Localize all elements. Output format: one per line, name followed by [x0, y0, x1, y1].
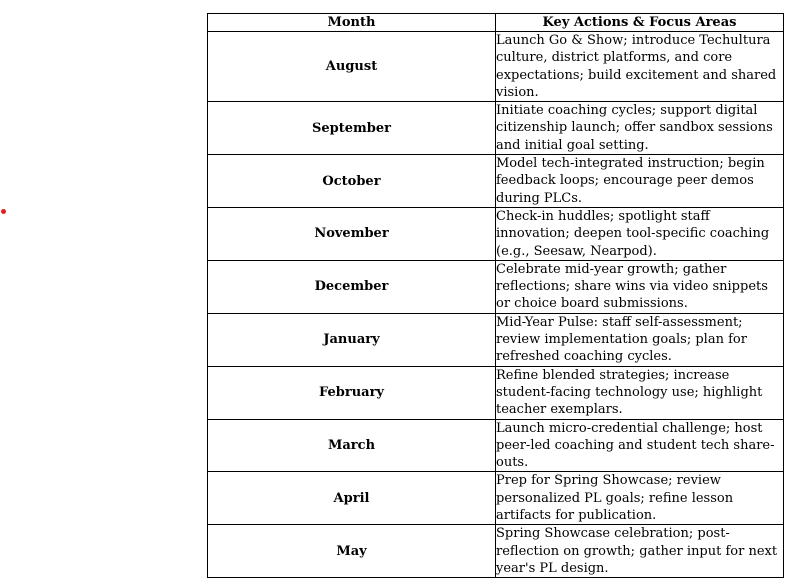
table-row [208, 155, 784, 208]
table-row [208, 472, 784, 525]
actions-cell: Initiate coaching cycles; support digital citizenship launch; offer sandbox sessions and initial goal setting. [496, 102, 784, 155]
month-column-header: Month [208, 14, 496, 32]
month-cell: August [208, 32, 496, 102]
month-cell: April [208, 472, 496, 525]
month-cell: February [208, 366, 496, 419]
table-row [208, 32, 784, 102]
table-row [208, 207, 784, 260]
month-cell: March [208, 419, 496, 472]
table-header-row [208, 14, 784, 32]
actions-cell: Model tech-integrated instruction; begin feedback loops; encourage peer demos during PLCs. [496, 155, 784, 208]
actions-cell: Spring Showcase celebration; post-reflection on growth; gather input for next year's PL design. [496, 525, 784, 578]
monthly-plan-table [207, 13, 784, 578]
month-cell: December [208, 260, 496, 313]
actions-cell: Launch Go & Show; introduce Techultura culture, district platforms, and core expectations; build excitement and shared vision. [496, 32, 784, 102]
table-row [208, 102, 784, 155]
table-row [208, 525, 784, 578]
month-cell: September [208, 102, 496, 155]
actions-cell: Prep for Spring Showcase; review personalized PL goals; refine lesson artifacts for publication. [496, 472, 784, 525]
actions-cell: Check-in huddles; spotlight staff innovation; deepen tool-specific coaching (e.g., Seesaw, Nearpod). [496, 207, 784, 260]
table-row [208, 366, 784, 419]
table-row [208, 260, 784, 313]
month-cell: January [208, 313, 496, 366]
table-row [208, 419, 784, 472]
actions-cell: Celebrate mid-year growth; gather reflections; share wins via video snippets or choice board submissions. [496, 260, 784, 313]
month-cell: May [208, 525, 496, 578]
month-cell: October [208, 155, 496, 208]
month-cell: November [208, 207, 496, 260]
actions-cell: Mid-Year Pulse: staff self-assessment; review implementation goals; plan for refreshed coaching cycles. [496, 313, 784, 366]
table-row [208, 313, 784, 366]
margin-marker-dot [1, 209, 6, 214]
actions-column-header: Key Actions & Focus Areas [496, 14, 784, 32]
actions-cell: Launch micro-credential challenge; host peer-led coaching and student tech share-outs. [496, 419, 784, 472]
actions-cell: Refine blended strategies; increase student-facing technology use; highlight teacher exemplars. [496, 366, 784, 419]
